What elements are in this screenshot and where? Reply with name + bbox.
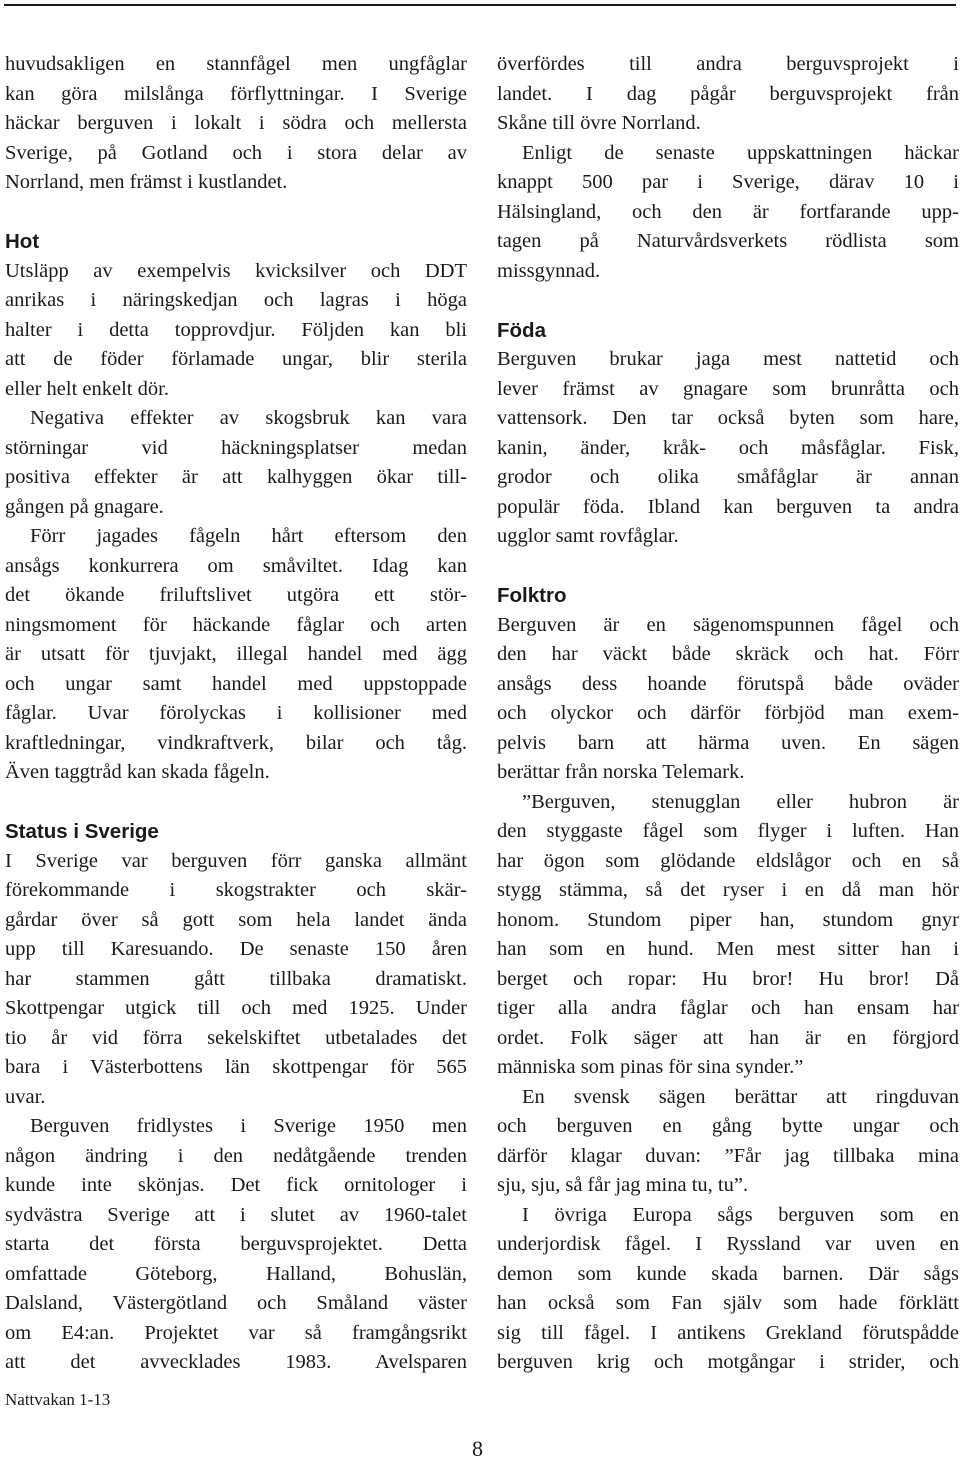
footer-publication: Nattvakan 1-13 <box>5 1390 111 1409</box>
text-line: ordet. Folk säger att han är en förgjord <box>497 1026 959 1049</box>
text-line: någon ändring i den nedåtgående trenden <box>5 1144 467 1167</box>
text-line: den har väckt både skräck och hat. Förr <box>497 643 959 665</box>
text-line: sig till fågel. I antikens Grekland förutspådde <box>497 1321 959 1344</box>
text-line: tagen på Naturvårdsverkets rödlista som <box>497 230 959 252</box>
text-line: Utsläpp av exempelvis kvicksilver och DDT <box>5 259 467 282</box>
text-line: har ögon som glödande eldslågor och en så <box>497 849 959 872</box>
text-line: ansågs konkurrera om småviltet. Idag kan <box>5 554 467 577</box>
text-line: pelvis barn att härma uven. En sägen <box>497 731 959 754</box>
right-column <box>497 50 959 1378</box>
text-line: vattensork. Den tar också byten som hare, <box>497 407 959 429</box>
section-spacer <box>497 286 959 316</box>
text-line: knappt 500 par i Sverige, därav 10 i <box>497 171 959 193</box>
text-line: sydvästra Sverige att i slutet av 1960-talet <box>5 1203 467 1226</box>
text-line: berguven krig och motgångar i strider, och <box>497 1351 959 1373</box>
text-line: Berguven är en sägenomspunnen fågel och <box>497 613 959 636</box>
section-heading: Folktro <box>497 584 567 607</box>
text-line: att de föder förlamade ungar, blir sterila <box>5 348 467 370</box>
text-line: Skottpengar utgick till och med 1925. Under <box>5 997 467 1019</box>
text-line: därför klagar duvan: ”Får jag tillbaka mina <box>497 1144 959 1167</box>
text-line: kan göra milslånga förflyttningar. I Sverige <box>5 82 467 105</box>
text-line: stygg stämma, så det ryser i en då man hör <box>497 879 959 901</box>
text-line: berättar från norska Telemark. <box>497 761 745 783</box>
page-number: 8 <box>472 1436 483 1461</box>
text-line: lever främst av gnagare som brunråtta och <box>497 377 959 400</box>
text-line: har stammen gått tillbaka dramatiskt. <box>5 967 467 990</box>
text-line: han också som Fan själv som hade förklätt <box>497 1292 959 1314</box>
text-line: Hälsingland, och den är fortfarande upp- <box>497 200 959 223</box>
text-line: överfördes till andra berguvsprojekt i <box>497 53 959 75</box>
text-line: ansågs dess hoande förutspå både oväder <box>497 672 959 695</box>
paragraph <box>5 522 467 788</box>
paragraph <box>497 50 959 139</box>
text-line: landet. I dag pågår berguvsprojekt från <box>497 82 959 105</box>
text-line: att det avvecklades 1983. Avelsparen <box>5 1351 467 1373</box>
text-line: upp till Karesuando. De senaste 150 åren <box>5 938 467 960</box>
text-line: Berguven fridlystes i Sverige 1950 men <box>30 1115 467 1137</box>
text-line: halter i detta topprovdjur. Följden kan bli <box>5 318 467 341</box>
text-line: det ökande friluftslivet utgöra ett stör- <box>5 584 467 606</box>
text-line: Enligt de senaste uppskattningen häckar <box>522 141 959 164</box>
text-line: ”Berguven, stenugglan eller hubron är <box>522 790 959 813</box>
text-line: tio år vid förra sekelskiftet utbetalades det <box>5 1026 467 1049</box>
text-line: anrikas i näringskedjan och lagras i höga <box>5 289 467 311</box>
text-line: fåglar. Uvar förolyckas i kollisioner med <box>5 702 467 724</box>
text-line: människa som pinas för sina synder.” <box>497 1056 804 1078</box>
paragraph <box>497 1083 959 1201</box>
paragraph <box>497 611 959 788</box>
section-spacer <box>5 198 467 228</box>
text-line: sju, sju, så får jag mina tu, tu”. <box>497 1174 749 1196</box>
text-line: Även taggtråd kan skada fågeln. <box>5 761 270 783</box>
section-heading: Föda <box>497 318 546 342</box>
text-line: Negativa effekter av skogsbruk kan vara <box>30 407 467 429</box>
section-heading: Status i Sverige <box>5 820 159 843</box>
text-line: eller helt enkelt dör. <box>5 377 169 400</box>
text-line: Berguven brukar jaga mest nattetid och <box>497 348 959 370</box>
text-line: Sverige, på Gotland och i stora delar av <box>5 141 467 164</box>
text-line: om E4:an. Projektet var så framgångsrikt <box>5 1321 467 1344</box>
text-line: populär föda. Ibland kan berguven ta andra <box>497 495 959 518</box>
text-line: ningsmoment för häckande fåglar och arten <box>5 613 467 636</box>
text-line: gårdar över så gott som hela landet ända <box>5 908 467 931</box>
text-line: Dalsland, Västergötland och Småland väster <box>5 1292 467 1314</box>
text-line: gången på gnagare. <box>5 495 164 518</box>
text-line: uvar. <box>5 1085 46 1108</box>
text-line: störningar vid häckningsplatser medan <box>5 436 467 459</box>
left-column <box>5 50 467 1378</box>
paragraph <box>497 139 959 287</box>
paragraph <box>5 257 467 405</box>
top-rule <box>4 4 956 6</box>
text-line: grodor och olika småfåglar är annan <box>497 466 959 488</box>
text-line: honom. Stundom piper han, stundom gnyr <box>497 908 959 931</box>
text-line: och berguven en gång bytte ungar och <box>497 1115 959 1137</box>
paragraph <box>5 404 467 522</box>
paragraph <box>5 50 467 198</box>
text-line: berget och ropar: Hu bror! Hu bror! Då <box>497 967 959 990</box>
text-line: bara i Västerbottens län skottpengar för 565 <box>5 1056 467 1078</box>
paragraph <box>5 847 467 1113</box>
text-line: demon som kunde skada barnen. Där sågs <box>497 1262 959 1285</box>
text-line: är utsatt för tjuvjakt, illegal handel med ägg <box>5 643 467 665</box>
paragraph <box>5 1112 467 1378</box>
text-line: kunde inte skönjas. Det fick ornitologer i <box>5 1174 467 1196</box>
text-line: han som en hund. Men mest sitter han i <box>497 938 959 960</box>
paragraph <box>497 788 959 1083</box>
paragraph <box>497 345 959 552</box>
text-line: I övriga Europa sågs berguven som en <box>522 1203 959 1226</box>
text-line: missgynnad. <box>497 259 601 282</box>
section-spacer <box>5 788 467 818</box>
text-line: Förr jagades fågeln hårt eftersom den <box>30 525 467 547</box>
section-spacer <box>497 552 959 582</box>
text-line: I Sverige var berguven förr ganska allmänt <box>5 849 467 872</box>
text-line: underjordisk fågel. I Ryssland var uven en <box>497 1233 959 1255</box>
text-line: Norrland, men främst i kustlandet. <box>5 171 288 193</box>
text-line: häckar berguven i lokalt i södra och mellersta <box>5 112 467 134</box>
text-line: omfattade Göteborg, Halland, Bohuslän, <box>5 1262 467 1285</box>
text-line: kraftledningar, vindkraftverk, bilar och tåg. <box>5 731 467 754</box>
paragraph <box>497 1201 959 1378</box>
text-line: starta det första berguvsprojektet. Detta <box>5 1233 467 1255</box>
text-line: kanin, änder, kråk- och måsfåglar. Fisk, <box>497 436 959 459</box>
text-line: den styggaste fågel som flyger i luften. Han <box>497 820 959 842</box>
text-line: Skåne till övre Norrland. <box>497 112 701 134</box>
section-heading: Hot <box>5 230 40 253</box>
text-line: förekommande i skogstrakter och skär- <box>5 879 467 901</box>
text-line: En svensk sägen berättar att ringduvan <box>522 1085 959 1108</box>
text-line: ugglor samt rovfåglar. <box>497 525 679 547</box>
text-line: positiva effekter är att kalhyggen ökar till- <box>5 466 467 488</box>
text-line: och ungar samt handel med uppstoppade <box>5 672 467 695</box>
text-line: tiger alla andra fåglar och han ensam har <box>497 997 959 1019</box>
text-line: och olyckor och därför förbjöd man exem- <box>497 702 959 724</box>
text-line: huvudsakligen en stannfågel men ungfåglar <box>5 53 467 75</box>
